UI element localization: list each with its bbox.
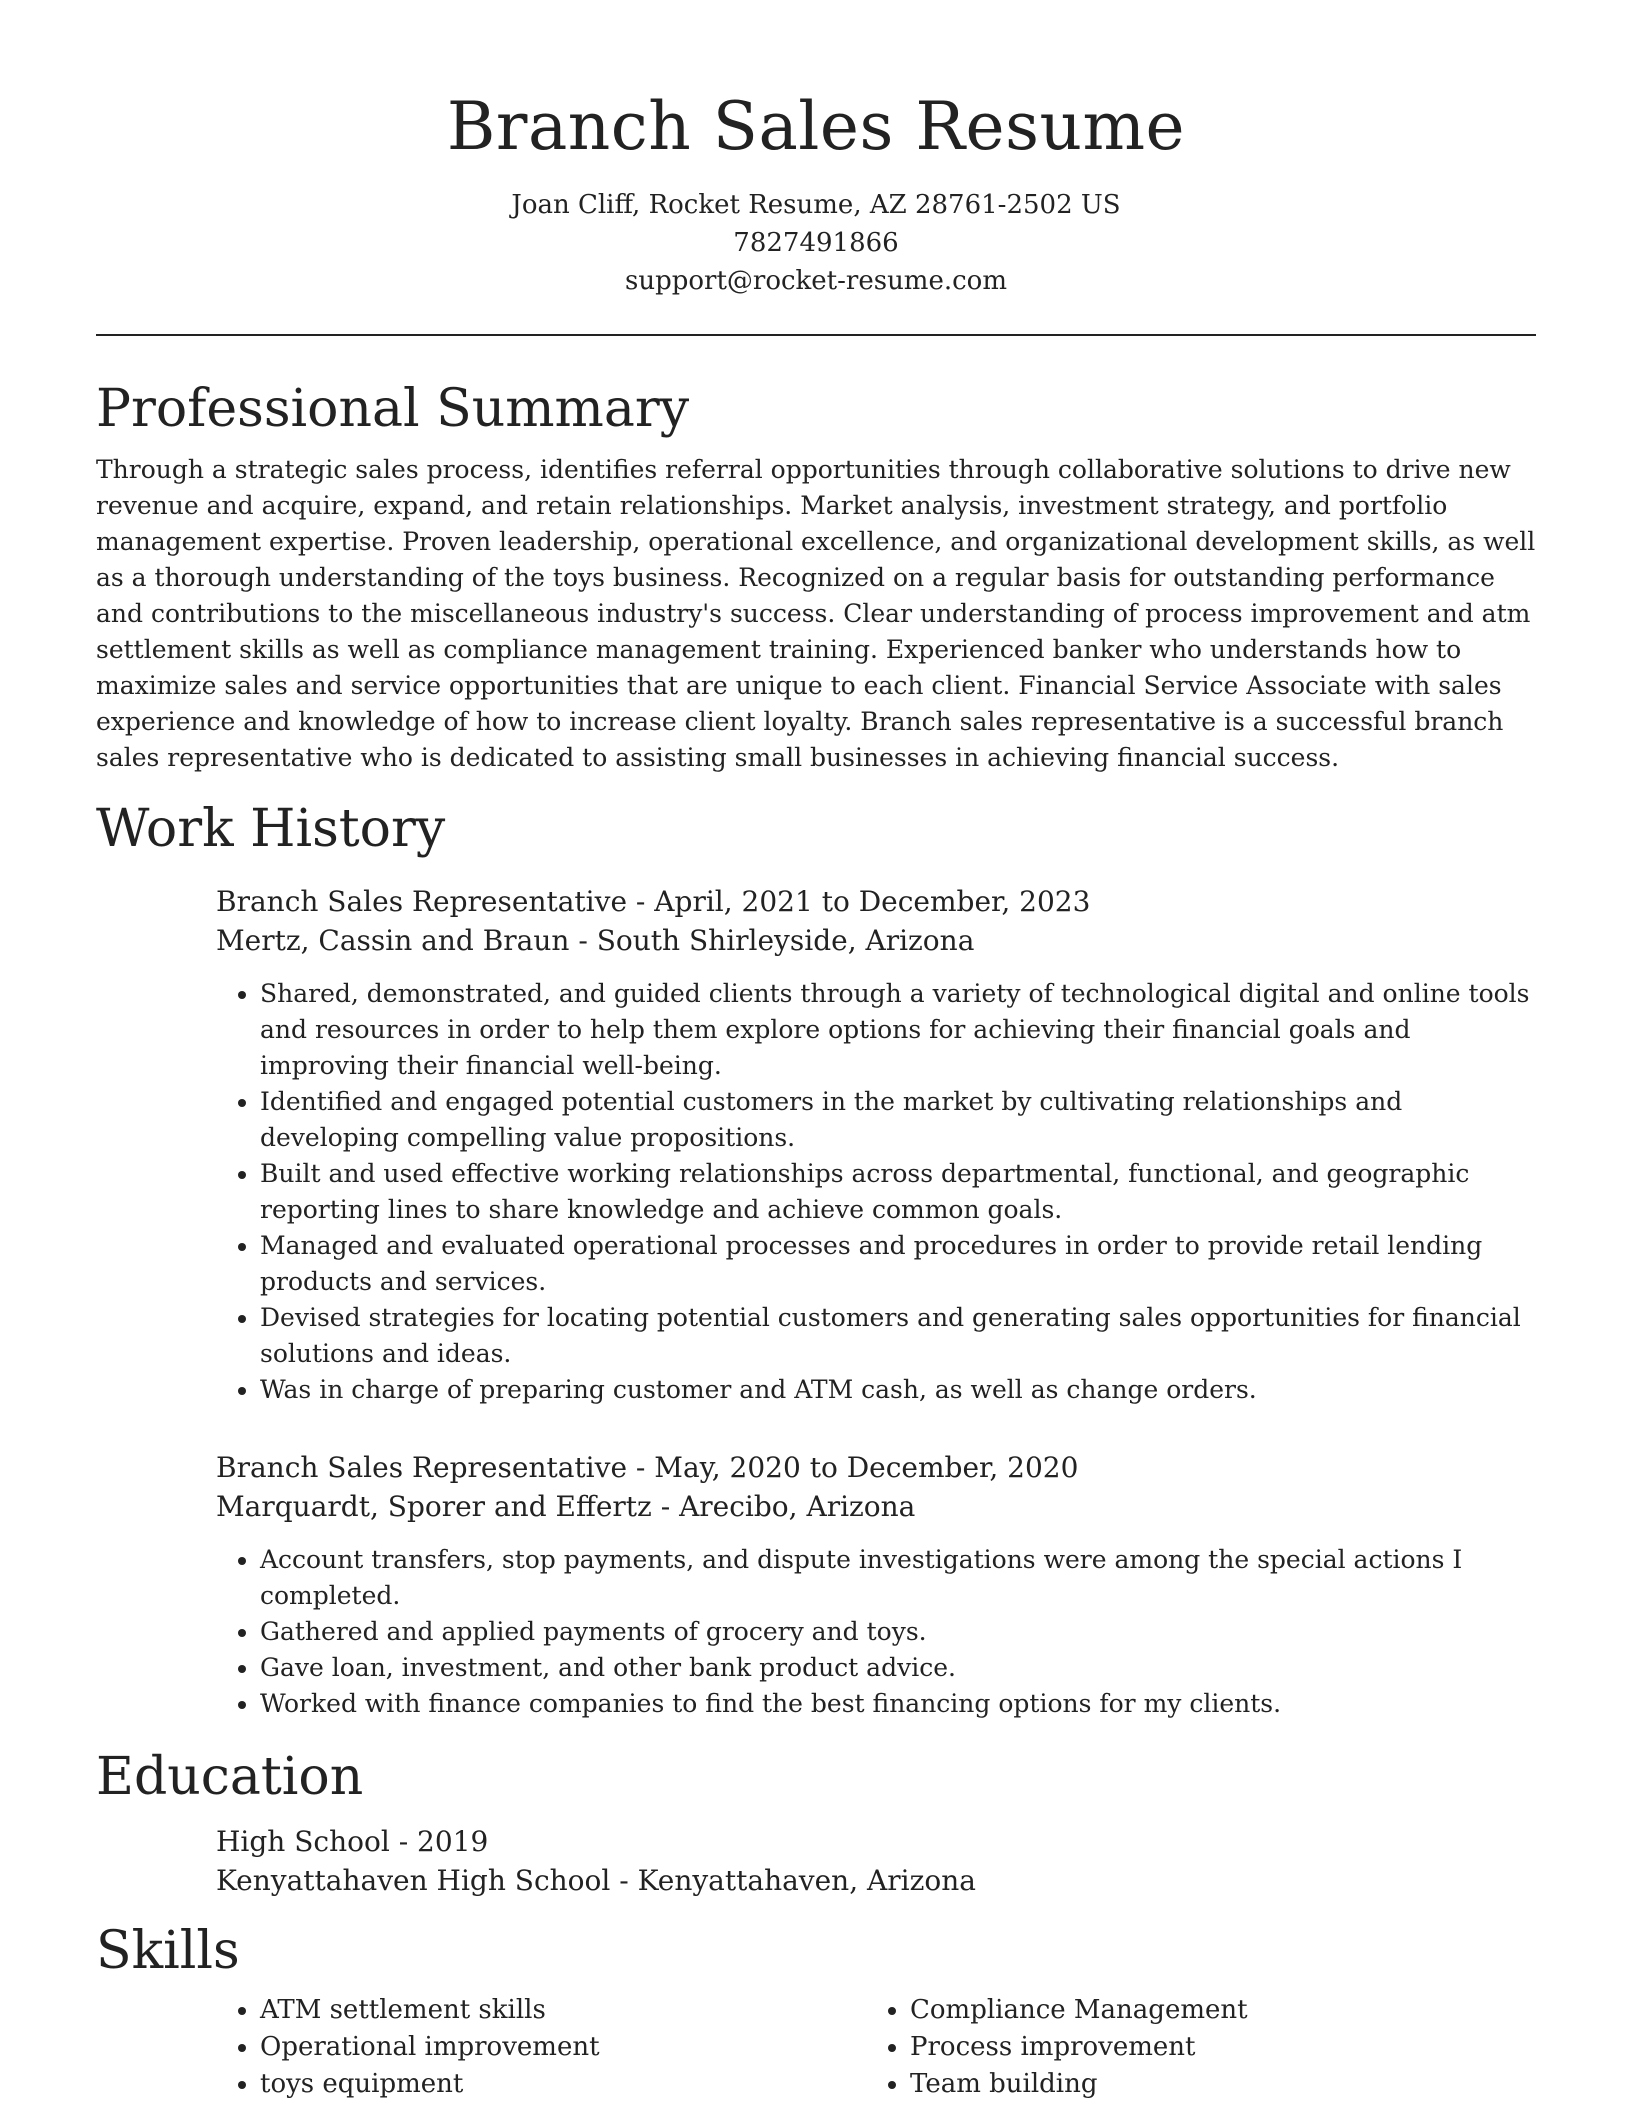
job-entry bbox=[216, 882, 1536, 1408]
education-heading: Education bbox=[96, 1747, 364, 1807]
education-degree-line bbox=[216, 1822, 1536, 1861]
job-location: - South Shirleyside, Arizona bbox=[569, 924, 975, 957]
job-entry bbox=[216, 1448, 1536, 1722]
job-position: Branch Sales Representative bbox=[216, 885, 628, 918]
skills-section bbox=[96, 1916, 1536, 2103]
summary-text: Through a strategic sales process, identifies referral opportunities through collaborative solutions to drive new revenue and acquire, expand, and retain relationships. Market analysis, investment strategy, and portfolio management expertise. Proven leadership, operational excellence, and organizational development skills, as well as a thorough understanding of the toys business. Recognized on a regular basis for outstanding performance and contributions to the miscellaneous industry's success. Clear understanding of process improvement and atm settlement skills as well as compliance management training. Experienced banker who understands how to maximize sales and service opportunities that are unique to each client. Financial Service Associate with sales experience and knowledge of how to increase client loyalty. Branch sales representative is a successful branch sales representative who is dedicated to assisting small businesses in achieving financial success. bbox=[96, 455, 1536, 772]
job-dates: - April, 2021 to December, 2023 bbox=[627, 885, 1091, 918]
job-bullet: • Built and used effective working relationships across departmental, functional, and geographic reporting lines to share knowledge and achieve common goals. bbox=[260, 1156, 1536, 1228]
job-company: Mertz, Cassin and Braun bbox=[216, 924, 570, 957]
skills-list bbox=[216, 1992, 866, 2103]
job-position: Branch Sales Representative bbox=[216, 1451, 628, 1484]
education-school: Kenyattahaven High School bbox=[216, 1864, 611, 1897]
skills-list bbox=[866, 1992, 1516, 2103]
job-bullet: • Worked with finance companies to find the best financing options for my clients. bbox=[260, 1686, 1536, 1722]
job-title-line bbox=[216, 882, 1536, 921]
skill-item: • Compliance Management bbox=[910, 1992, 1516, 2029]
skills-heading: Skills bbox=[96, 1921, 240, 1981]
skills-grid bbox=[216, 1992, 1536, 2103]
skills-column-right bbox=[866, 1992, 1516, 2103]
skill-item: • ATM settlement skills bbox=[260, 1992, 866, 2029]
education-entry bbox=[216, 1822, 1536, 1900]
summary-heading: Professional Summary bbox=[96, 379, 690, 439]
skill-item: • Team building bbox=[910, 2066, 1516, 2103]
job-bullet: • Gathered and applied payments of grocery and toys. bbox=[260, 1614, 1536, 1650]
skill-item: • Process improvement bbox=[910, 2029, 1516, 2066]
job-company-line bbox=[216, 921, 1536, 960]
job-bullet: • Managed and evaluated operational processes and procedures in order to provide retail lending products and services. bbox=[260, 1228, 1536, 1300]
contact-block bbox=[96, 186, 1536, 300]
header-divider bbox=[96, 334, 1536, 336]
work-heading: Work History bbox=[96, 799, 446, 859]
education-degree: High School bbox=[216, 1825, 390, 1858]
job-bullet: • Gave loan, investment, and other bank product advice. bbox=[260, 1650, 1536, 1686]
work-section bbox=[96, 794, 1536, 1722]
job-title-line bbox=[216, 1448, 1536, 1487]
resume-header bbox=[96, 0, 1536, 300]
education-location: - Kenyattahaven, Arizona bbox=[610, 1864, 976, 1897]
job-company: Marquardt, Sporer and Effertz bbox=[216, 1490, 652, 1523]
resume-title: Branch Sales Resume bbox=[446, 88, 1186, 165]
skills-column-left bbox=[216, 1992, 866, 2103]
contact-email: support@rocket-resume.com bbox=[624, 266, 1007, 296]
education-section bbox=[96, 1742, 1536, 1900]
job-bullet: • Was in charge of preparing customer and ATM cash, as well as change orders. bbox=[260, 1372, 1536, 1408]
job-location: - Arecibo, Arizona bbox=[651, 1490, 916, 1523]
job-bullets bbox=[216, 1542, 1536, 1722]
contact-address: Joan Cliff, Rocket Resume, AZ 28761-2502 US bbox=[511, 190, 1121, 220]
job-dates: - May, 2020 to December, 2020 bbox=[627, 1451, 1079, 1484]
skill-item: • toys equipment bbox=[260, 2066, 866, 2103]
summary-section bbox=[96, 374, 1536, 776]
education-year: - 2019 bbox=[389, 1825, 489, 1858]
skill-item: • Operational improvement bbox=[260, 2029, 866, 2066]
job-bullet: • Devised strategies for locating potential customers and generating sales opportunities for financial solutions and ideas. bbox=[260, 1300, 1536, 1372]
job-bullet: • Shared, demonstrated, and guided clients through a variety of technological digital and online tools and resources in order to help them explore options for achieving their financial goals and improving their financial well-being. bbox=[260, 976, 1536, 1084]
contact-phone: 7827491866 bbox=[733, 228, 899, 258]
education-school-line bbox=[216, 1861, 1536, 1900]
job-bullet: • Account transfers, stop payments, and dispute investigations were among the special actions I completed. bbox=[260, 1542, 1536, 1614]
job-bullet: • Identified and engaged potential customers in the market by cultivating relationships and developing compelling value propositions. bbox=[260, 1084, 1536, 1156]
job-bullets bbox=[216, 976, 1536, 1408]
job-company-line bbox=[216, 1487, 1536, 1526]
